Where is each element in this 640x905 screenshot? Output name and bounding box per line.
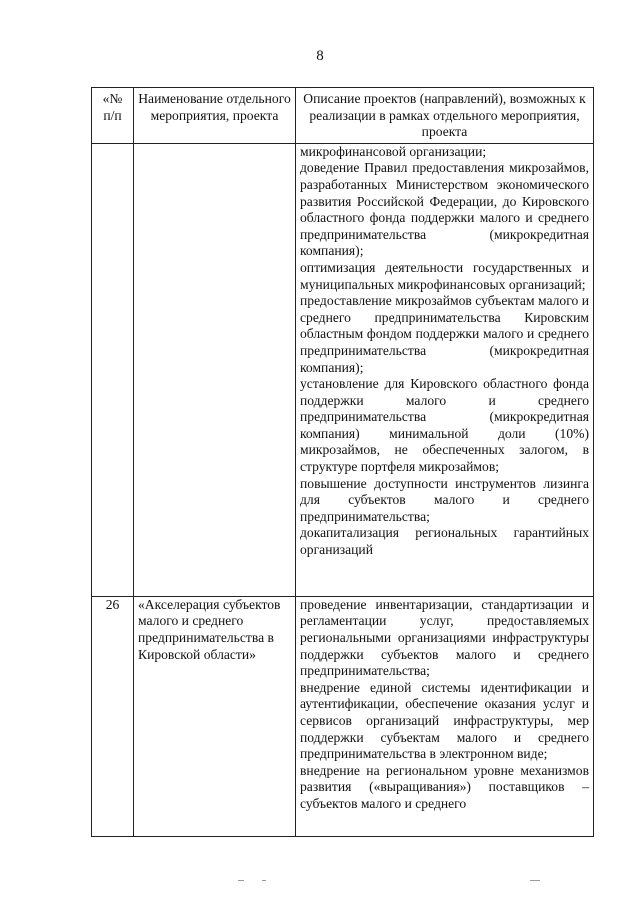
measure-name: «Акселерация субъектов малого и среднего предпринимательства в Кировской области»	[134, 596, 296, 836]
measure-description	[296, 143, 594, 596]
table-row	[92, 143, 594, 596]
header-description: Описание проектов (направлений), возможных к реализации в рамках отдельного мероприятия, проекта	[296, 88, 594, 144]
measure-description	[296, 596, 594, 836]
description-item: докапитализация региональных гарантийных организаций	[300, 525, 589, 558]
measures-table	[91, 87, 594, 837]
description-item: внедрение единой системы идентификации и аутентификации, обеспечение оказания услуг и сервисов организаций инфраструктуры, мер поддержки субъектам малого и среднего предпринимательства в электронном виде;	[300, 679, 589, 762]
description-item: повышение доступности инструментов лизинга для субъектов малого и среднего предпринимательства;	[300, 475, 589, 524]
description-item: проведение инвентаризации, стандартизации и регламентации услуг, предоставляемых региональными организациями инфраструктуры поддержки субъектов малого и среднего предпринимательства;	[300, 596, 589, 679]
description-item: микрофинансовой организации;	[300, 143, 487, 159]
row-number	[92, 143, 134, 596]
description-item: оптимизация деятельности государственных и муниципальных микрофинансовых организаций;	[300, 259, 589, 292]
description-item: установление для Кировского областного фонда поддержки малого и среднего предпринимательства (микрокредитная компания) минимальной доли (10%) микрозаймов, не обеспеченных залогом, в структуре портфеля микрозаймов;	[300, 376, 589, 475]
description-item: внедрение на региональном уровне механизмов развития («выращивания») поставщиков – субъектов малого и среднего	[300, 762, 589, 811]
description-item: предоставление микрозаймов субъектам малого и среднего предпринимательства Кировским областным фондом поддержки малого и среднего предпринимательства (микрокредитная компания);	[300, 293, 589, 375]
header-number: «№ п/п	[92, 88, 134, 144]
description-item: доведение Правил предоставления микрозаймов, разработанных Министерством экономического развития Российской Федерации, до Кировского областного фонда поддержки малого и среднего предпринимательства (микрокредитная компания);	[300, 160, 589, 259]
measure-name	[134, 143, 296, 596]
header-measure-name: Наименование отдельного мероприятия, проекта	[134, 88, 296, 144]
table-header-row	[92, 88, 594, 144]
table-row	[92, 596, 594, 836]
scan-artifacts	[0, 880, 640, 890]
page-number: 8	[316, 48, 324, 64]
row-number: 26	[92, 596, 134, 836]
